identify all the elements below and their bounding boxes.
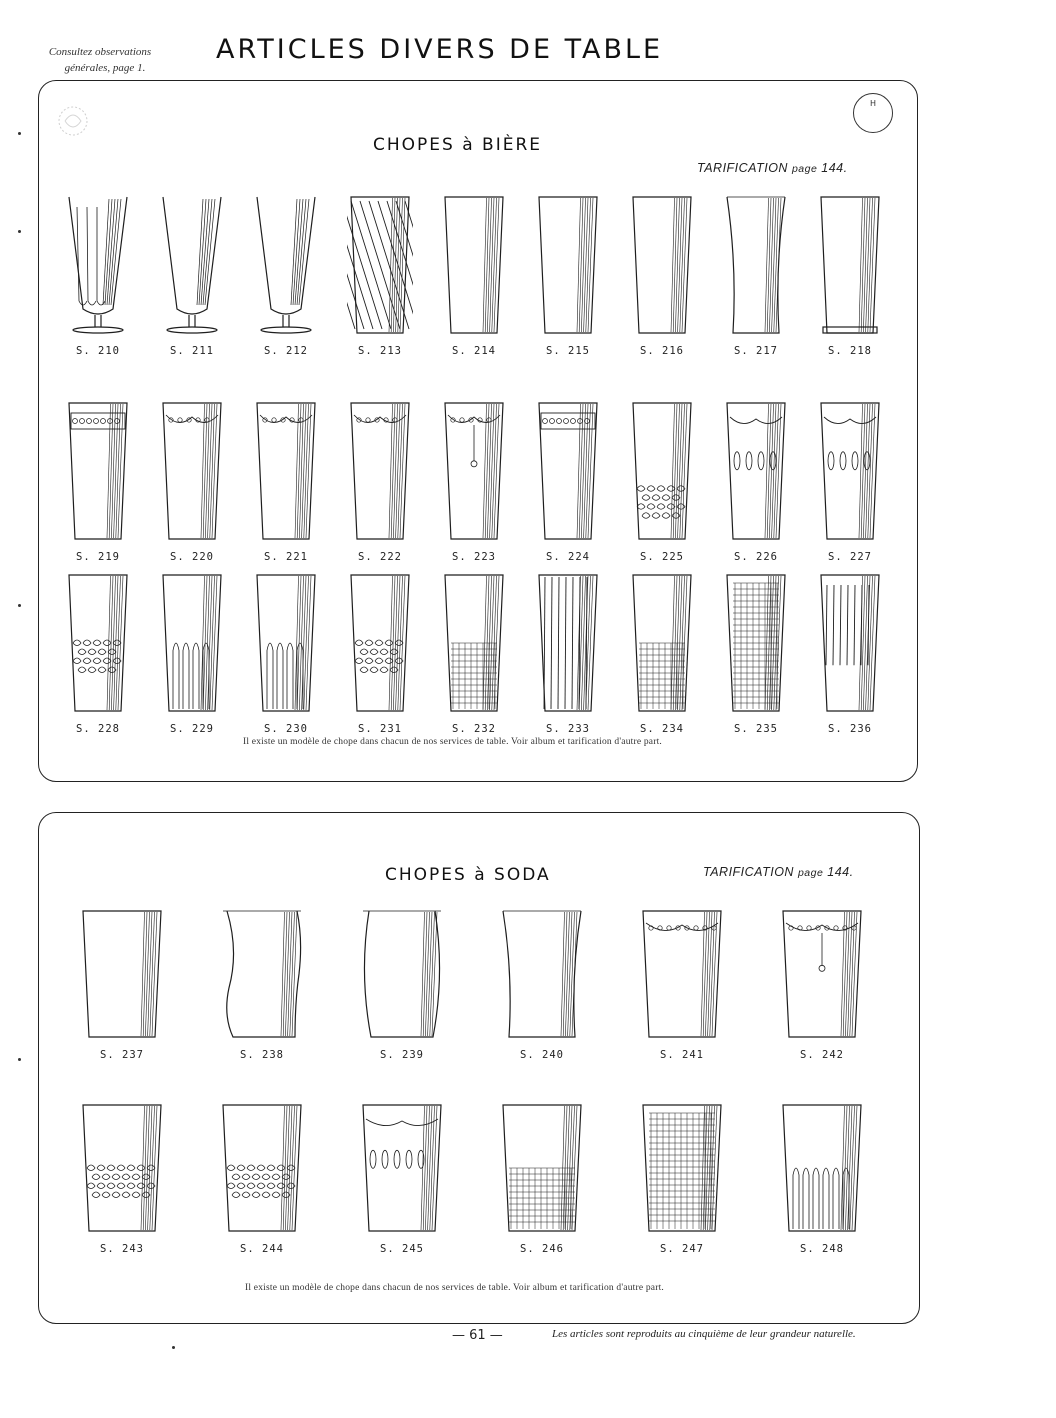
glass-illustration-icon	[347, 569, 413, 717]
glass-illustration-icon	[65, 397, 131, 545]
glass-illustration-icon	[159, 191, 225, 339]
catalog-item	[805, 191, 895, 357]
margin-mark	[18, 604, 21, 607]
item-reference: S. 220	[170, 551, 214, 563]
glass-illustration-icon	[629, 397, 695, 545]
catalog-item	[617, 569, 707, 735]
item-reference: S. 223	[452, 551, 496, 563]
stamp-letter: H	[869, 99, 876, 108]
catalog-item	[523, 397, 613, 563]
margin-mark	[18, 132, 21, 135]
margin-mark	[18, 230, 21, 233]
item-reference: S. 225	[640, 551, 684, 563]
margin-mark	[18, 1058, 21, 1061]
tarif-page-number: 144.	[827, 865, 854, 879]
item-reference: S. 242	[800, 1049, 844, 1061]
catalog-item	[53, 397, 143, 563]
glass-illustration-icon	[817, 569, 883, 717]
item-reference: S. 226	[734, 551, 778, 563]
catalog-item	[617, 397, 707, 563]
catalog-item	[429, 569, 519, 735]
catalog-item	[217, 905, 307, 1061]
glass-illustration-icon	[65, 569, 131, 717]
item-reference: S. 211	[170, 345, 214, 357]
section-title-soda: CHOPES à SODA	[385, 865, 551, 885]
panel-chopes-soda	[38, 812, 920, 1324]
glass-illustration-icon	[253, 397, 319, 545]
glass-illustration-icon	[723, 569, 789, 717]
tarif-label: TARIFICATION	[697, 161, 788, 175]
catalog-item	[335, 569, 425, 735]
catalog-item	[711, 397, 801, 563]
item-reference: S. 244	[240, 1243, 284, 1255]
catalog-item	[357, 1099, 447, 1255]
tarif-page-number: 144.	[821, 161, 848, 175]
catalog-item	[335, 191, 425, 357]
glass-illustration-icon	[159, 397, 225, 545]
glass-illustration-icon	[359, 905, 445, 1043]
catalog-item	[805, 397, 895, 563]
glass-illustration-icon	[639, 905, 725, 1043]
catalog-item	[777, 1099, 867, 1255]
catalog-item	[241, 191, 331, 357]
glass-illustration-icon	[629, 191, 695, 339]
panel-chopes-biere	[38, 80, 918, 782]
catalog-item	[637, 905, 727, 1061]
item-reference: S. 224	[546, 551, 590, 563]
catalog-item	[147, 397, 237, 563]
item-reference: S. 241	[660, 1049, 704, 1061]
catalog-item	[241, 569, 331, 735]
footnote-biere: Il existe un modèle de chope dans chacun de nos services de table. Voir album et tarification d'autre part.	[243, 737, 662, 747]
tarification-biere	[697, 161, 848, 175]
maker-stamp-icon	[853, 93, 893, 133]
glass-illustration-icon	[535, 191, 601, 339]
item-reference: S. 213	[358, 345, 402, 357]
glass-illustration-icon	[219, 905, 305, 1043]
glass-illustration-icon	[65, 191, 131, 339]
catalog-item	[711, 569, 801, 735]
item-reference: S. 218	[828, 345, 872, 357]
item-reference: S. 216	[640, 345, 684, 357]
item-reference: S. 232	[452, 723, 496, 735]
catalog-item	[77, 905, 167, 1061]
glass-illustration-icon	[535, 569, 601, 717]
glass-illustration-icon	[499, 1099, 585, 1237]
catalog-item	[53, 191, 143, 357]
item-reference: S. 233	[546, 723, 590, 735]
tarif-page-word: page	[791, 163, 818, 175]
catalog-item	[497, 905, 587, 1061]
glass-illustration-icon	[441, 397, 507, 545]
margin-note-line2: générales, page 1.	[64, 62, 146, 74]
glass-illustration-icon	[253, 569, 319, 717]
item-reference: S. 235	[734, 723, 778, 735]
glass-illustration-icon	[347, 191, 413, 339]
glass-illustration-icon	[817, 191, 883, 339]
item-reference: S. 230	[264, 723, 308, 735]
catalog-item	[711, 191, 801, 357]
glass-illustration-icon	[499, 905, 585, 1043]
catalog-item	[805, 569, 895, 735]
watermark-icon	[55, 103, 91, 139]
glass-illustration-icon	[723, 397, 789, 545]
glass-illustration-icon	[79, 905, 165, 1043]
item-reference: S. 217	[734, 345, 778, 357]
item-reference: S. 234	[640, 723, 684, 735]
glass-illustration-icon	[639, 1099, 725, 1237]
item-reference: S. 245	[380, 1243, 424, 1255]
item-reference: S. 240	[520, 1049, 564, 1061]
glass-illustration-icon	[79, 1099, 165, 1237]
catalog-item	[637, 1099, 727, 1255]
glass-illustration-icon	[441, 191, 507, 339]
glass-illustration-icon	[779, 1099, 865, 1237]
item-reference: S. 237	[100, 1049, 144, 1061]
catalog-item	[777, 905, 867, 1061]
margin-mark	[172, 1346, 175, 1349]
catalog-item	[77, 1099, 167, 1255]
catalog-item	[617, 191, 707, 357]
glass-illustration-icon	[779, 905, 865, 1043]
item-reference: S. 248	[800, 1243, 844, 1255]
catalog-item	[357, 905, 447, 1061]
glass-illustration-icon	[723, 191, 789, 339]
glass-illustration-icon	[253, 191, 319, 339]
item-reference: S. 238	[240, 1049, 284, 1061]
margin-note	[30, 44, 170, 76]
scale-note: Les articles sont reproduits au cinquième de leur grandeur naturelle.	[552, 1328, 856, 1340]
margin-note-line1: Consultez observations	[48, 46, 152, 58]
item-reference: S. 229	[170, 723, 214, 735]
section-title-biere: CHOPES à BIÈRE	[373, 135, 543, 155]
catalog-item	[217, 1099, 307, 1255]
glass-illustration-icon	[159, 569, 225, 717]
item-reference: S. 214	[452, 345, 496, 357]
page-title: ARTICLES DIVERS DE TABLE	[216, 34, 664, 65]
catalog-item	[523, 569, 613, 735]
item-reference: S. 247	[660, 1243, 704, 1255]
catalog-item	[147, 569, 237, 735]
catalog-item	[429, 397, 519, 563]
catalog-item	[241, 397, 331, 563]
catalog-item	[523, 191, 613, 357]
item-reference: S. 246	[520, 1243, 564, 1255]
tarification-soda	[703, 865, 854, 879]
item-reference: S. 236	[828, 723, 872, 735]
item-reference: S. 221	[264, 551, 308, 563]
catalog-item	[429, 191, 519, 357]
glass-illustration-icon	[359, 1099, 445, 1237]
catalog-item	[53, 569, 143, 735]
item-reference: S. 228	[76, 723, 120, 735]
catalog-item	[335, 397, 425, 563]
item-reference: S. 231	[358, 723, 402, 735]
item-reference: S. 239	[380, 1049, 424, 1061]
tarif-page-word: page	[797, 867, 824, 879]
item-reference: S. 222	[358, 551, 402, 563]
glass-illustration-icon	[441, 569, 507, 717]
glass-illustration-icon	[535, 397, 601, 545]
catalog-item	[497, 1099, 587, 1255]
tarif-label: TARIFICATION	[703, 865, 794, 879]
glass-illustration-icon	[347, 397, 413, 545]
item-reference: S. 210	[76, 345, 120, 357]
item-reference: S. 219	[76, 551, 120, 563]
glass-illustration-icon	[817, 397, 883, 545]
catalog-item	[147, 191, 237, 357]
glass-illustration-icon	[219, 1099, 305, 1237]
item-reference: S. 227	[828, 551, 872, 563]
glass-illustration-icon	[629, 569, 695, 717]
footnote-soda: Il existe un modèle de chope dans chacun de nos services de table. Voir album et tarification d'autre part.	[245, 1283, 664, 1293]
item-reference: S. 212	[264, 345, 308, 357]
item-reference: S. 215	[546, 345, 590, 357]
page-number: — 61 —	[452, 1328, 503, 1343]
item-reference: S. 243	[100, 1243, 144, 1255]
